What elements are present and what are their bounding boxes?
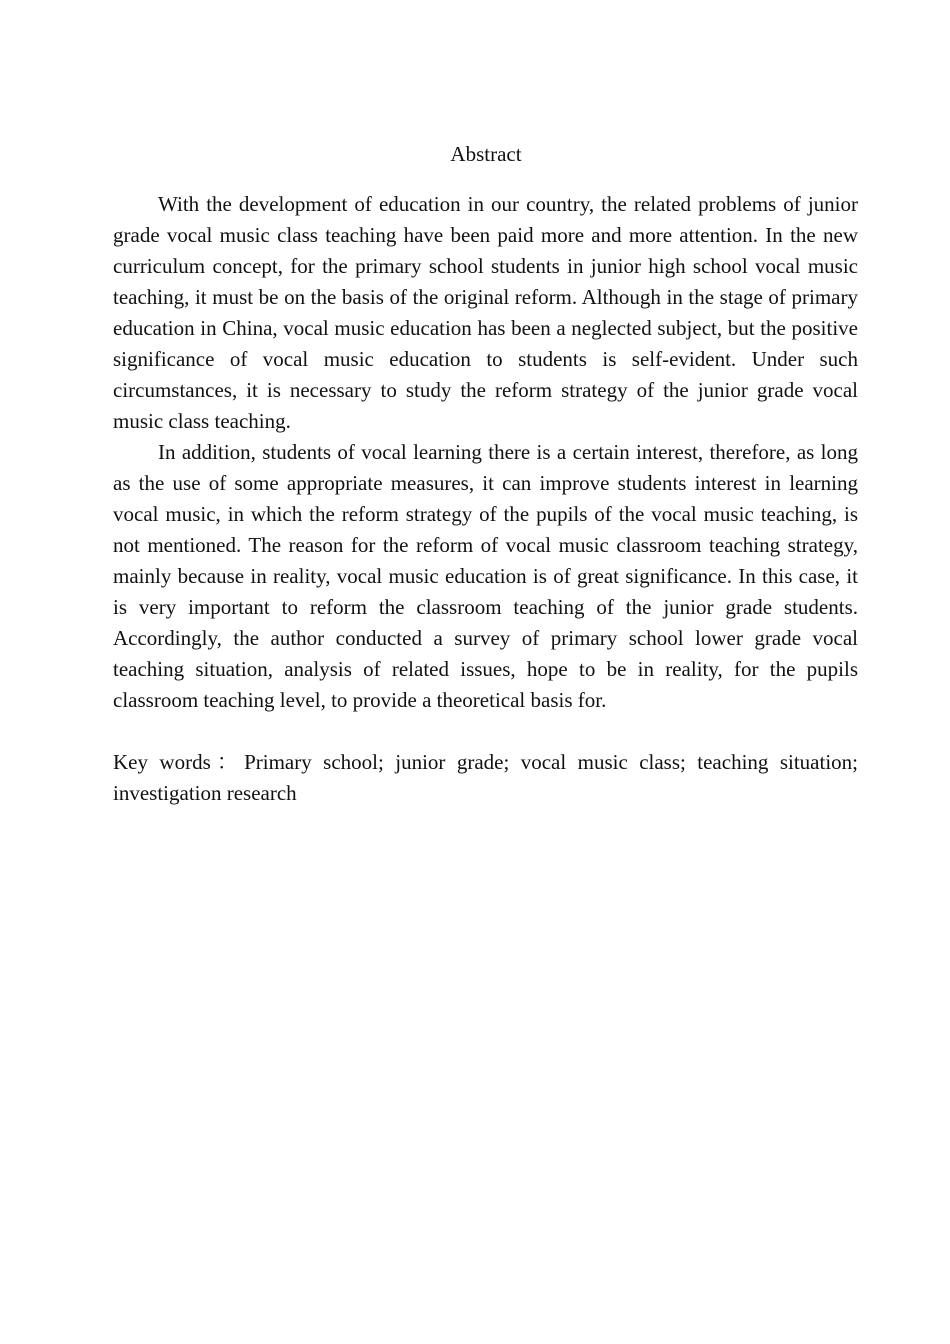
abstract-title: Abstract — [450, 142, 522, 166]
keywords-text: Primary school; junior grade; vocal music class; teaching situation; investigation research — [113, 750, 858, 805]
abstract-paragraph-2: In addition, students of vocal learning there is a certain interest, therefore, as long as the use of some appropriate measures, it can improve students interest in learning vocal music, in which the reform strategy of the pupils of the vocal music teaching, is not mentioned. The reason for the reform of vocal music classroom teaching strategy, mainly because in reality, vocal music education is of great significance. In this case, it is very important to reform the classroom teaching of the junior grade students. Accordingly, the author conducted a survey of primary school lower grade vocal teaching situation, analysis of related issues, hope to be in reality, for the pupils classroom teaching level, to provide a theoretical basis for. — [113, 440, 858, 712]
keywords-label: Key words： — [113, 750, 245, 774]
keywords-line — [113, 747, 858, 809]
abstract-paragraph-1: With the development of education in our country, the related problems of junior grade vocal music class teaching have been paid more and more attention. In the new curriculum concept, for the primary school students in junior high school vocal music teaching, it must be on the basis of the original reform. Although in the stage of primary education in China, vocal music education has been a neglected subject, but the positive significance of vocal music education to students is self-evident. Under such circumstances, it is necessary to study the reform strategy of the junior grade vocal music class teaching. — [113, 192, 858, 433]
abstract-page — [113, 139, 858, 809]
